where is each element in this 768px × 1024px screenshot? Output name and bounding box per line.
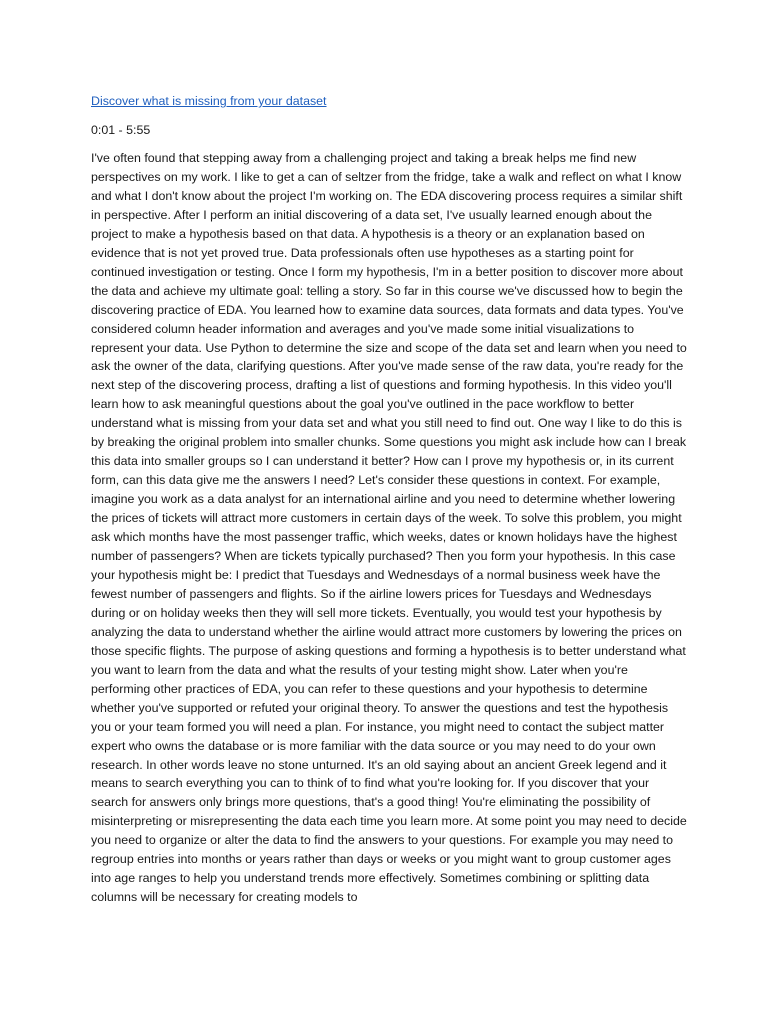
video-timestamp: 0:01 - 5:55	[91, 123, 151, 137]
transcript-paragraph: I've often found that stepping away from a challenging project and taking a break helps me find new perspectives on my work. I like to get a can of seltzer from the fridge, take a walk and reflect on what I know and what I don't know about the project I'm working on. The EDA discovering process requires a similar shift in perspective. After I perform an initial discovering of a data set, I've usually learned enough about the project to make a hypothesis based on that data. A hypothesis is a theory or an explanation based on evidence that is not yet proved true. Data professionals often use hypotheses as a starting point for continued investigation or testing. Once I form my hypothesis, I'm in a better position to discover more about the data and achieve my ultimate goal: telling a story. So far in this course we've discussed how to begin the discovering practice of EDA. You learned how to examine data sources, data formats and data types. You've considered column header information and averages and you've made some initial visualizations to represent your data. Use Python to determine the size and scope of the data set and learn when you need to ask the owner of the data, clarifying questions. After you've made sense of the raw data, you're ready for the next step of the discovering process, drafting a list of questions and forming hypothesis. In this video you'll learn how to ask meaningful questions about the goal you've outlined in the pace workflow to better understand what is missing from your data set and what you still need to find out. One way I like to do this is by breaking the original problem into smaller chunks. Some questions you might ask include how can I break this data into smaller groups so I can understand it better? How can I prove my hypothesis or, in its current form, can this data give me the answers I need? Let's consider these questions in context. For example, imagine you work as a data analyst for an international airline and you need to determine whether lowering the prices of tickets will attract more customers in certain days of the week. To solve this problem, you might ask which months have the most passenger traffic, which weeks, dates or known holidays have the highest number of passengers? When are tickets typically purchased? Then you form your hypothesis. In this case your hypothesis might be: I predict that Tuesdays and Wednesdays of a normal business week have the fewest number of passengers and flights. So if the airline lowers prices for Tuesdays and Wednesdays during or on holiday weeks then they will sell more tickets. Eventually, you would test your hypothesis by analyzing the data to understand whether the airline would attract more customers by lowering the prices on those specific flights. The purpose of asking questions and forming a hypothesis is to better understand what you want to learn from the data and what the results of your testing might show. Later when you're performing other practices of EDA, you can refer to these questions and your hypothesis to determine whether you've supported or refuted your original theory. To answer the questions and test the hypothesis you or your team formed you will need a plan. For instance, you might need to contact the subject matter expert who owns the database or is more familiar with the data source or you may need to do your own research. In other words leave no stone unturned. It's an old saying about an ancient Greek legend and it means to search everything you can to think of to find what you're looking for. If you discover that your search for answers only brings more questions, that's a good thing! You're eliminating the possibility of misinterpreting or misrepresenting the data each time you learn more. At some point you may need to decide you need to organize or alter the data to find the answers to your questions. For example you may need to regroup entries into months or years rather than days or weeks or you might want to group customer ages into age ranges to help you understand trends more effectively. Sometimes combining or splitting data columns will be necessary for creating models to	[91, 151, 687, 905]
document-page	[91, 92, 689, 907]
video-title-link[interactable]: Discover what is missing from your dataset	[91, 94, 327, 108]
